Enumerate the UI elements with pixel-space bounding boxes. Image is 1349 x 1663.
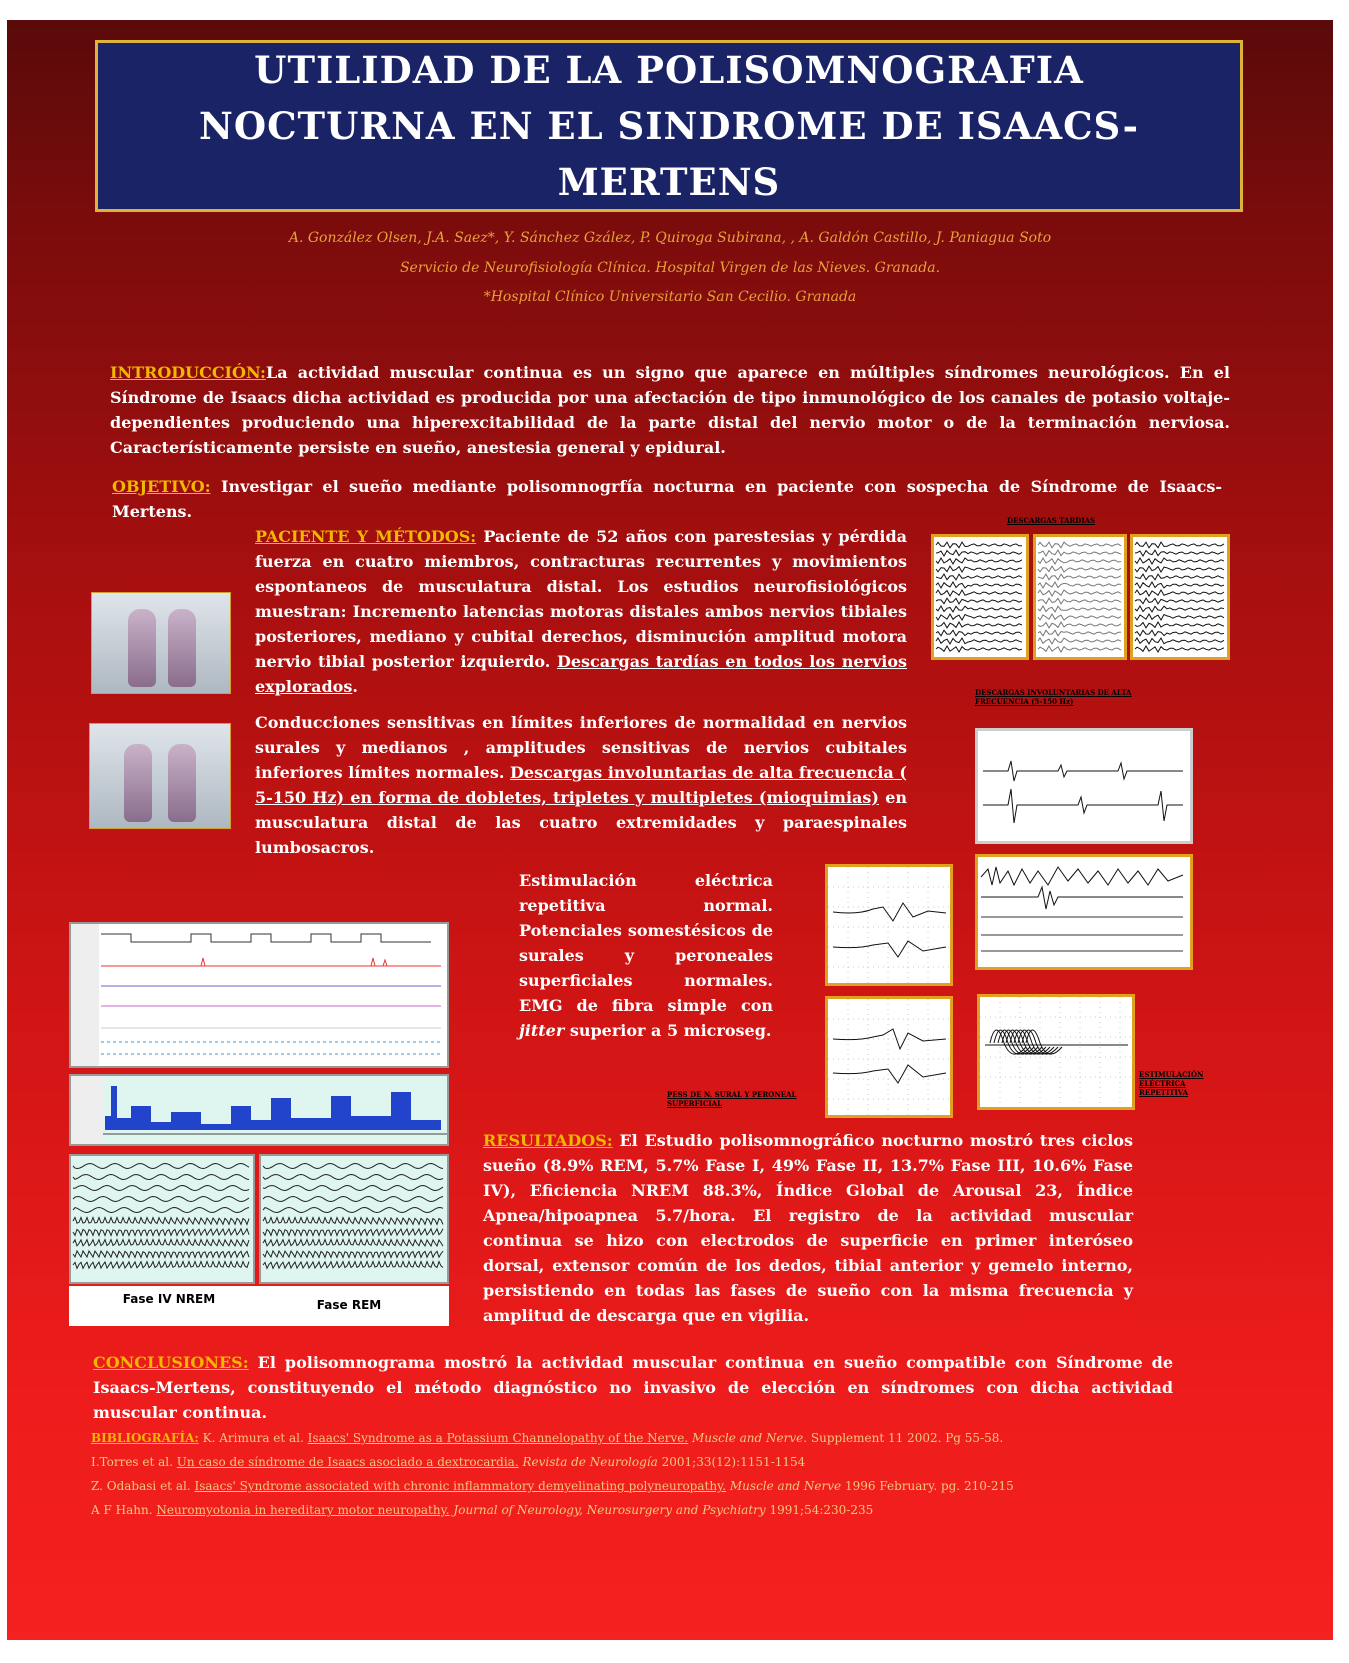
emg-svg <box>978 857 1190 967</box>
resultados-text: El Estudio polisomnográfico nocturno mostró tres ciclos sueño (8.9% REM, 5.7% Fase I, 49% Fase II, 13.7% Fase III, 10.6% Fase IV), Eficiencia NREM 88.3%, Índice Global de Arousal 23, Índice Apnea/hipoapnea 5.7/hora. El registro de la actividad muscular continua se hizo con electrodos de superficie en primer interóseo dorsal, extensor común de los dedos, tibial anterior y gemelo interno, persistiendo en todas las fases de sueño con la misma frecuencia y amplitud de descarga que en vigilia. <box>483 1131 1133 1325</box>
pess-svg <box>828 867 950 983</box>
affiliation-1: Servicio de Neurofisiología Clínica. Hospital Virgen de las Nieves. Granada. <box>399 260 941 276</box>
affiliation-2: *Hospital Clínico Universitario San Cecilio. Granada <box>483 289 857 305</box>
bib-journal: Revista de Neurología <box>522 1455 658 1469</box>
introduccion-heading: INTRODUCCIÓN: <box>110 363 266 382</box>
psg-svg <box>71 924 447 1066</box>
rns-svg <box>980 997 1132 1107</box>
emg-svg <box>978 731 1190 841</box>
pess-graph-1 <box>825 864 953 986</box>
bib-rest: 2001;33(12):1151-1154 <box>661 1455 806 1469</box>
estimulacion-label: ESTIMULACIÓN ELÉCTRICA REPETITIVA <box>1139 1070 1204 1097</box>
introduccion-text: La actividad muscular continua es un signo que aparece en múltiples síndromes neurológicos. En el Síndrome de Isaacs dicha actividad es producida por una afectación de tipo inmunológico de los canales de potasio voltaje-dependientes produciendo una hiperexcitabilidad de la parte distal del nervio motor o de la terminación nerviosa. Característicamente persiste en sueño, anestesia general y epidural. <box>110 363 1230 457</box>
bib-title: Isaacs' Syndrome associated with chronic inflammatory demyelinating polyneuropathy. <box>194 1479 727 1493</box>
bib-journal: Muscle and Nerve. <box>691 1431 808 1445</box>
estimulacion-graph <box>977 994 1135 1110</box>
pess-graph-2 <box>825 996 953 1118</box>
polysomnogram-top <box>69 922 449 1068</box>
bib-authors: K. Arimura et al. <box>202 1431 304 1445</box>
trace-svg <box>1133 537 1227 657</box>
bib-ref-2 <box>91 1452 1251 1472</box>
title-box <box>95 40 1243 212</box>
trace-svg <box>934 537 1026 657</box>
pess-label: PESS DE N. SURAL Y PERONEAL SUPERFICIAL <box>667 1090 797 1108</box>
bib-ref-3 <box>91 1476 1251 1496</box>
pess-svg <box>828 999 950 1115</box>
patient-legs-photo-1 <box>91 592 231 694</box>
bib-authors: I.Torres et al. <box>91 1455 173 1469</box>
eeg-fase-rem <box>259 1154 449 1284</box>
authors: A. González Olsen, J.A. Saez*, Y. Sánchez Gzález, P. Quiroga Subirana, , A. Galdón Castillo, J. Paniagua Soto <box>288 230 1052 246</box>
descargas-tardias-trace-2 <box>1033 534 1127 660</box>
bib-rest: Supplement 11 2002. Pg 55-58. <box>810 1431 1004 1445</box>
bib-title: Isaacs' Syndrome as a Potassium Channelopathy of the Nerve. <box>307 1431 689 1445</box>
descargas-tardias-trace-3 <box>1130 534 1230 660</box>
bibliografia-heading: BIBLIOGRAFÍA: <box>91 1431 199 1445</box>
poster-title: UTILIDAD DE LA POLISOMNOGRAFIA NOCTURNA EN EL SINDROME DE ISAACS-MERTENS <box>199 48 1139 204</box>
bib-rest: 1991;54:230-235 <box>769 1503 874 1517</box>
eeg-svg <box>261 1156 447 1282</box>
objetivo-text: Investigar el sueño mediante polisomnogrfía nocturna en paciente con sospecha de Síndrome de Isaacs-Mertens. <box>112 477 1222 521</box>
eeg-fase-iv <box>69 1154 255 1284</box>
pacientes-heading: PACIENTE Y MÉTODOS: <box>255 527 477 546</box>
estimulacion-text-1: Estimulación eléctrica repetitiva normal. Potenciales somestésicos de surales y peroneales superficiales normales. EMG de fibra simple con <box>519 871 773 1015</box>
estimulacion-section <box>519 868 773 1043</box>
introduccion-section <box>110 360 1230 460</box>
resultados-section <box>483 1128 1133 1328</box>
emg-trace-1 <box>975 728 1193 844</box>
bib-ref-4 <box>91 1500 1251 1520</box>
bib-authors: A F Hahn. <box>91 1503 153 1517</box>
hypnogram-svg <box>71 1076 447 1144</box>
fase-iv-caption: Fase IV NREM <box>122 1292 216 1306</box>
bib-rest: 1996 February. pg. 210-215 <box>844 1479 1014 1493</box>
bib-journal: Muscle and Nerve <box>729 1479 842 1493</box>
patient-legs-photo-2 <box>89 723 231 829</box>
descargas-tardias-label: DESCARGAS TARDIAS <box>1007 516 1096 525</box>
descargas-involuntarias-label: DESCARGAS INVOLUNTARIAS DE ALTA FRECUENCIA (5-150 Hz) <box>975 688 1132 706</box>
conducciones-text-1: Conducciones sensitivas en límites inferiores de normalidad en nervios surales y medianos , amplitudes sensitivas de nervios cubitales inferiores límites normales. <box>255 713 907 782</box>
bib-title: Neuromyotonia in hereditary motor neuropathy. <box>156 1503 450 1517</box>
conclusiones-text: El polisomnograma mostró la actividad muscular continua en sueño compatible con Síndrome de Isaacs-Mertens, constituyendo el método diagnóstico no invasivo de elección en síndromes con dicha actividad muscular continua. <box>93 1353 1173 1422</box>
fase-rem-caption: Fase REM <box>316 1298 382 1312</box>
bib-ref-1 <box>91 1428 1251 1448</box>
conducciones-text-2: en musculatura distal de las cuatro extremidades y paraespinales lumbosacros. <box>255 788 907 857</box>
bib-journal: Journal of Neurology, Neurosurgery and Psychiatry <box>453 1503 766 1517</box>
conclusiones-section <box>93 1350 1173 1425</box>
bib-authors: Z. Odabasi et al. <box>91 1479 191 1493</box>
trace-svg <box>1036 537 1124 657</box>
jitter-word: jitter <box>519 1021 565 1040</box>
eeg-svg <box>71 1156 253 1282</box>
objetivo-heading: OBJETIVO: <box>112 477 211 496</box>
pacientes-text: Paciente de 52 años con parestesias y pérdida fuerza en cuatro miembros, contracturas recurrentes y movimientos espontaneos de musculatura distal. Los estudios neurofisiológicos muestran: Incremento latencias motoras distales ambos nervios tibiales posteriores, mediano y cubital derechos, disminución amplitud motora nervio tibial posterior izquierdo. <box>255 527 908 671</box>
eeg-caption-bar <box>69 1286 449 1326</box>
estimulacion-text-2: superior a 5 microseg. <box>569 1021 772 1040</box>
descargas-involuntarias-text: Descargas involuntarias de alta frecuencia ( 5-150 Hz) en forma de dobletes, tripletes y multipletes (mioquimias) <box>255 763 907 807</box>
emg-trace-2 <box>975 854 1193 970</box>
conclusiones-heading: CONCLUSIONES: <box>93 1353 249 1372</box>
descargas-tardias-trace-1 <box>931 534 1029 660</box>
poster <box>7 20 1333 1640</box>
conducciones-section <box>255 710 907 860</box>
bib-title: Un caso de síndrome de Isaacs asociado a dextrocardia. <box>176 1455 519 1469</box>
descargas-tardias-text: Descargas tardías en todos los nervios explorados <box>255 652 908 696</box>
hypnogram <box>69 1074 449 1146</box>
resultados-heading: RESULTADOS: <box>483 1131 613 1150</box>
pacientes-section: PACIENTE Y MÉTODOS: Paciente de 52 años con parestesias y pérdida fuerza en cuatro miembros, contracturas recurrentes y movimientos espontaneos de musculatura distal. Los estudios neurofisiológicos muestran: Incremento latencias motoras distales ambos nervios tibiales posteriores, mediano y cubital derechos, disminución amplitud motora nervio tibial posterior izquierdo. Descargas tardías en todos los nervios explorados. <box>255 527 908 696</box>
